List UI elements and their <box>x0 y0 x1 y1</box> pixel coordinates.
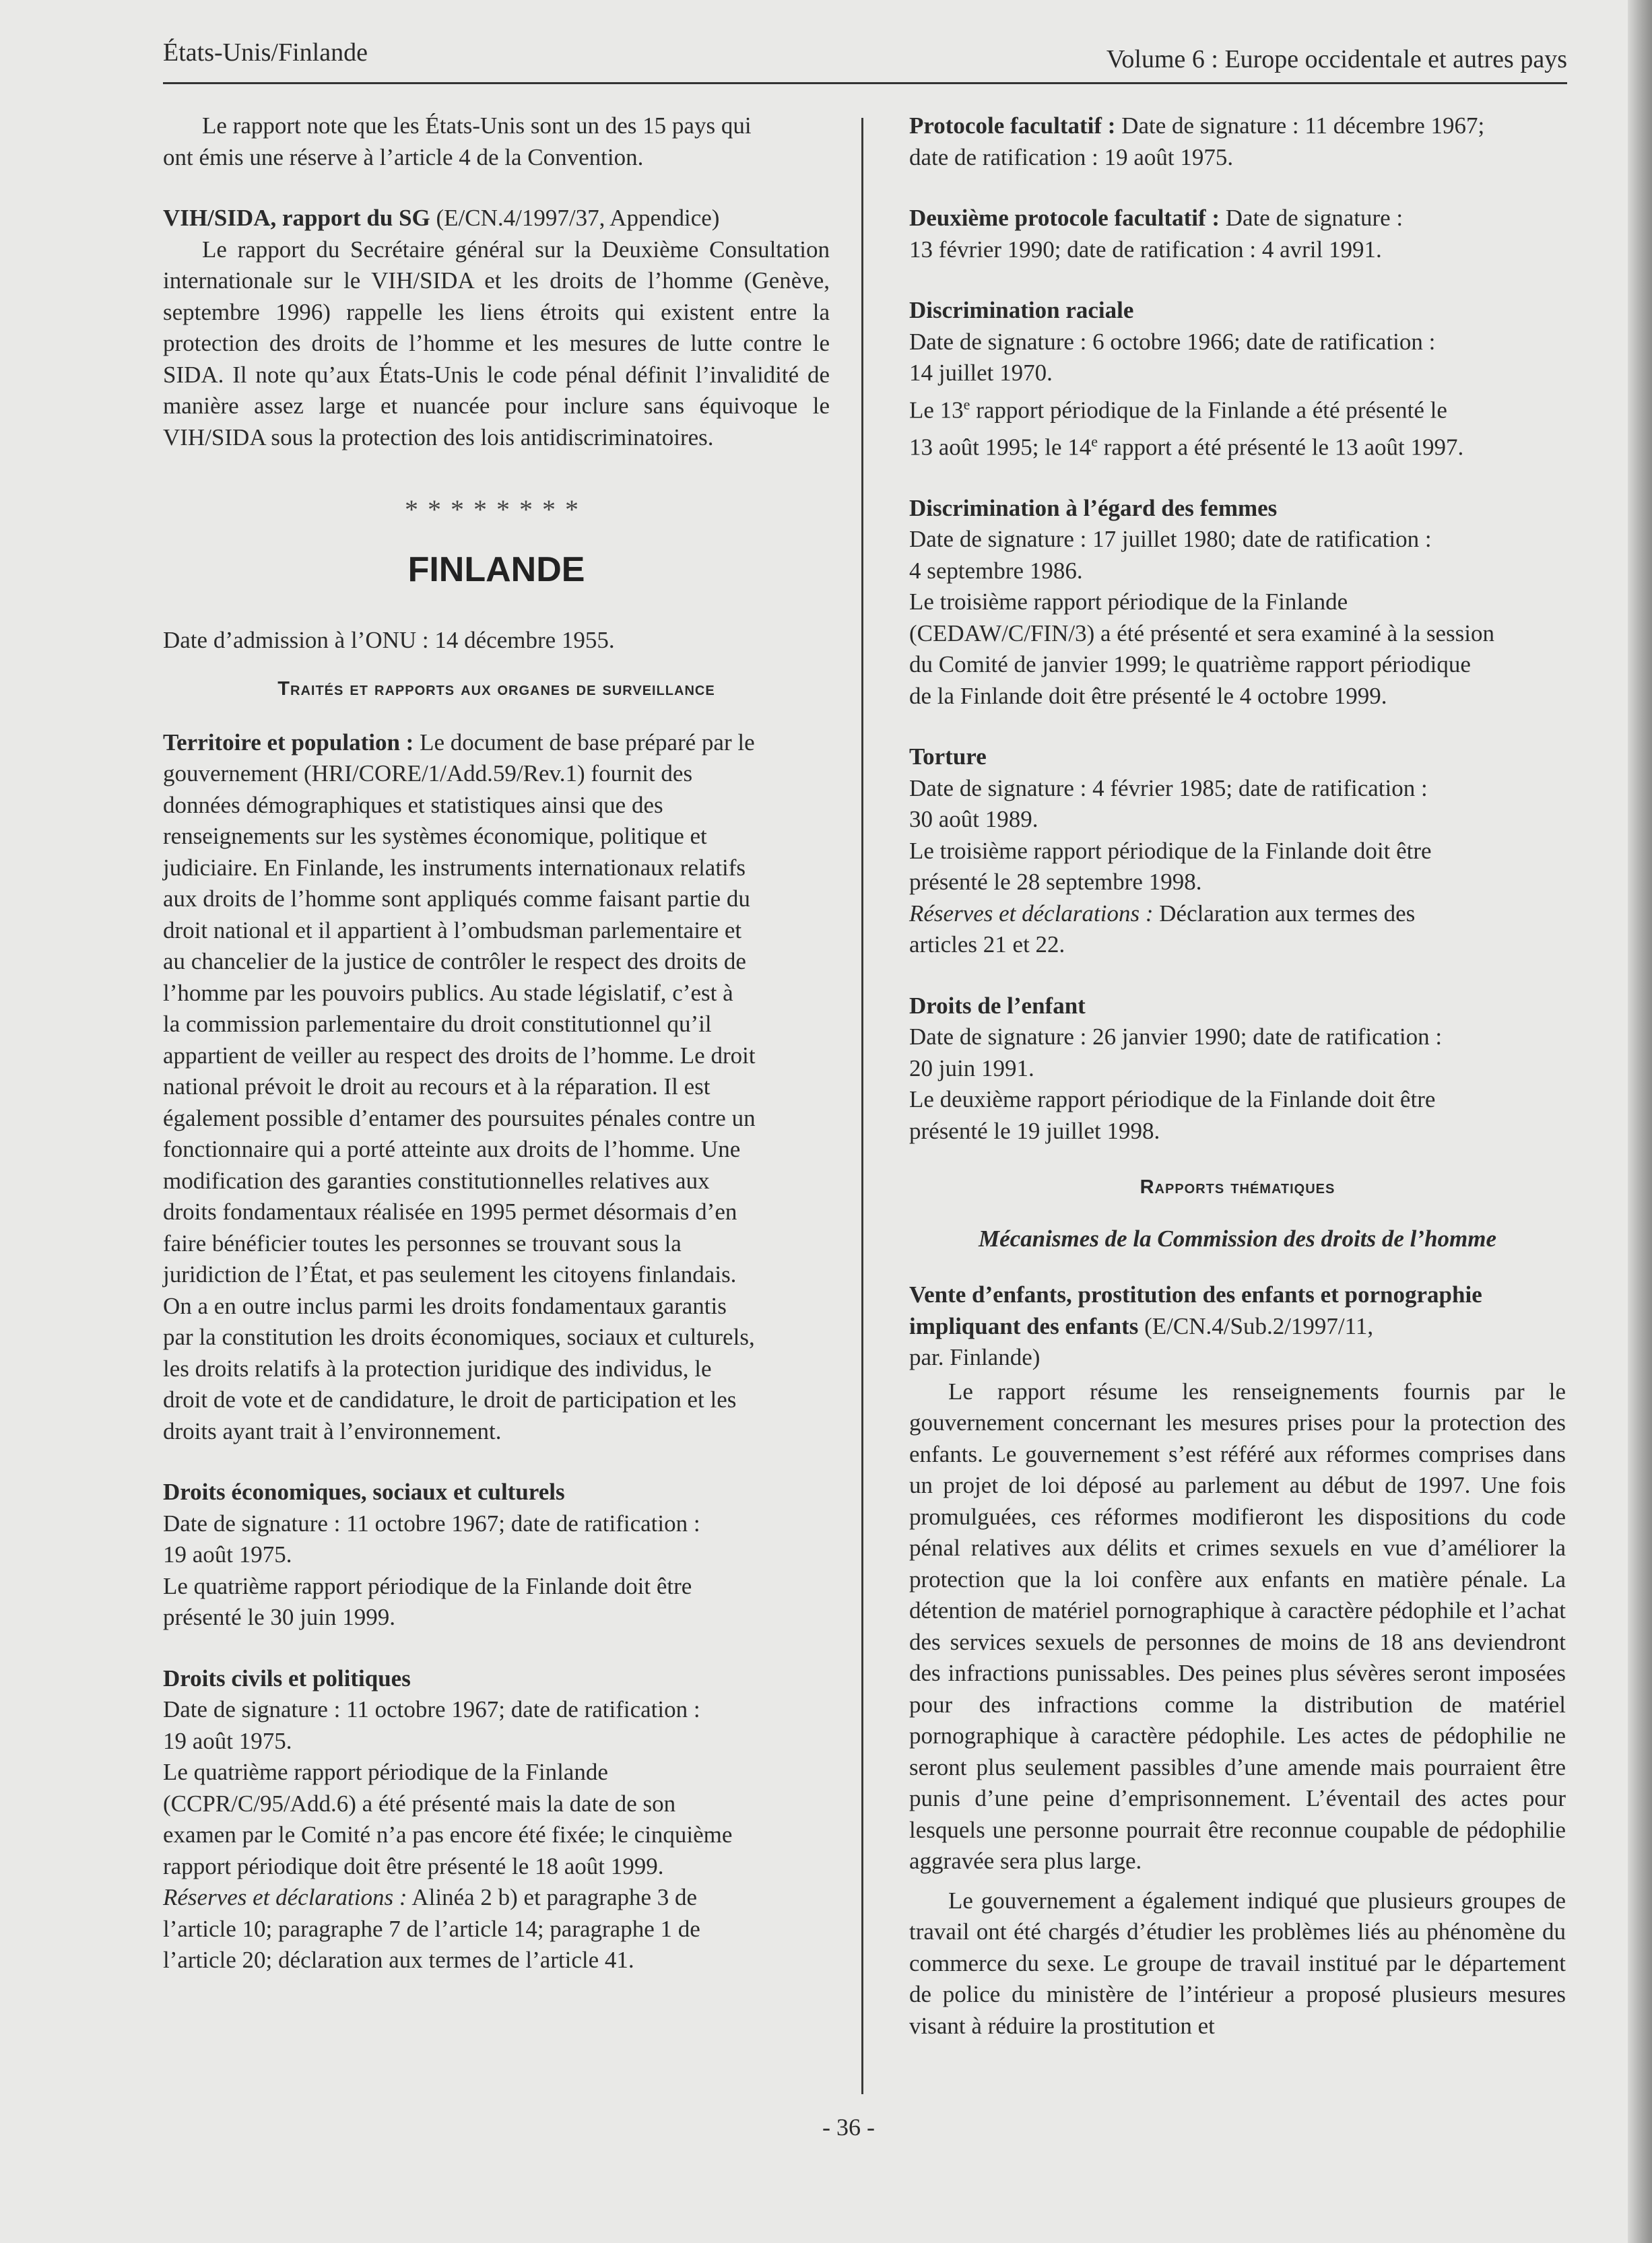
dcp-heading: Droits civils et politiques <box>163 1665 411 1692</box>
vih-title: VIH/SIDA, rapport du SG <box>163 205 430 231</box>
dcp-body: Date de signature : 11 octobre 1967; date de ratification : 19 août 1975. Le quatrième rapport périodique de la Finlande (CCPR/C/95/Add.6) a été présenté mais la date de son examen par le Comité n’a pas encore été fixée; le cinquième rapport périodique doit être présenté le 18 août 1999. Réserves et déclarations : Alinéa 2 b) et paragraphe 3 de l’article 10; paragraphe 7 de l’article 14; paragraphe 1 de l’article 20; déclaration aux termes de l’article 41. <box>163 1696 733 1973</box>
section-heading-thematiques: Rapports thématiques <box>1139 1176 1335 1199</box>
dfem-body: Date de signature : 17 juillet 1980; date de ratification : 4 septembre 1986. Le troisième rapport périodique de la Finlande (CEDAW/C/FIN/3) a été présenté et sera examiné à la session du Comité de janvier 1999; le quatrième rapport périodique de la Finlande doit être présenté le 4 octobre 1999. <box>909 526 1494 709</box>
reserve-paragraph: Le rapport note que les États-Unis sont un des 15 pays qui ont émis une réserve à l’article 4 de la Convention. <box>163 112 752 170</box>
page-header <box>163 35 1567 84</box>
vente-paragraph-2: Le gouvernement a également indiqué que plusieurs groupes de travail ont été chargés d’étudier les problèmes liés au phénomène du commerce du sexe. Le groupe de travail institué par le département de police du ministère de l’intérieur a proposé plusieurs mesures visant à réduire la prostitution et <box>909 1887 1566 2039</box>
dcp-reserves-label: Réserves et déclarations : <box>163 1884 407 1910</box>
admission-date: Date d’admission à l’ONU : 14 décembre 1955. <box>163 627 615 653</box>
vente-paragraph-1: Le rapport résume les renseignements fournis par le gouvernement concernant les mesures prises pour la protection des enfants. Le gouvernement s’est référé aux réformes comprises dans un projet de loi déposé au parlement au début de 1997. Une fois promulguées, ces réformes modifieront les dispositions du code pénal relatives aux délits et crimes sexuels en vue d’améliorer la protection que la loi confère aux enfants en matière pénale. La détention de matériel pornographique à caractère pédophile et l’achat des services sexuels de personnes de moins de 18 ans deviendront des infractions punissables. Des peines plus sévères seront imposées pour des infractions comme la distribution de matériel pornographique à caractère pédophile. Les actes de pédophilie ne seront plus seulement passibles d’une amende mais pourraient être punis d’une peine d’emprisonnement. L’éventail des actes pour lesquels une personne pourrait être reconnue coupable de pédophilie aggravée sera plus large. <box>909 1378 1566 1875</box>
dfem-heading: Discrimination à l’égard des femmes <box>909 494 1278 521</box>
enfant-body: Date de signature : 26 janvier 1990; date de ratification : 20 juin 1991. Le deuxième rapport périodique de la Finlande doit être présenté le 19 juillet 1998. <box>909 1024 1443 1144</box>
page-edge-shadow <box>1628 0 1652 2243</box>
vih-paragraph: Le rapport du Secrétaire général sur la Deuxième Consultation internationale sur le VIH/SIDA et les droits de l’homme (Genève, septembre 1996) rappelle les liens étroits qui existent entre la protection des droits de l’homme et les mesures de lutte contre le SIDA. Il note qu’aux États-Unis le code pénal définit l’invalidité de manière assez large et nuancée pour inclure sans équivoque le VIH/SIDA sous la protection des lois antidiscriminatoires. <box>163 236 830 450</box>
right-column <box>909 110 1566 2042</box>
column-divider <box>861 118 863 2094</box>
section-separator-stars: ******** <box>405 494 588 525</box>
section-subheading-mecanismes: Mécanismes de la Commission des droits de l’homme <box>978 1226 1497 1252</box>
running-header-right: Volume 6 : Europe occidentale et autres pays <box>1106 45 1567 73</box>
running-header-left: États-Unis/Finlande <box>163 38 368 67</box>
desc-heading: Droits économiques, sociaux et culturels <box>163 1479 565 1505</box>
torture-heading: Torture <box>909 743 987 770</box>
territoire-paragraph: Territoire et population : Le document de base préparé par le gouvernement (HRI/CORE/1/Add.59/Rev.1) fournit des données démographiques et statistiques ainsi que des renseignements sur les systèmes économique, politique et judiciaire. En Finlande, les instruments internationaux relatifs aux droits de l’homme sont appliqués comme faisant partie du droit national et il appartient à l’ombudsman parlementaire et au chancelier de la justice de contrôler le respect des droits de l’homme par les pouvoirs publics. Au stade législatif, c’est à la commission parlementaire du droit constitutionnel qu’il appartient de veiller au respect des droits de l’homme. Le droit national prévoit le droit au recours et à la réparation. Il est également possible d’entamer des poursuites pénales contre un fonctionnaire qui a porté atteinte aux droits de l’homme. Une modification des garanties constitutionnelles relatives aux droits fondamentaux réalisée en 1995 permet désormais d’en faire bénéficier toutes les personnes se trouvant sous la juridiction de l’État, et pas seulement les citoyens finlandais. On a en outre inclus parmi les droits fondamentaux garantis par la constitution les droits économiques, sociaux et culturels, les droits relatifs à la protection juridique des individus, le droit de vote et de candidature, le droit de participation et les droits ayant trait à l’environnement. <box>163 729 756 1444</box>
desc-body: Date de signature : 11 octobre 1967; date de ratification : 19 août 1975. Le quatrième rapport périodique de la Finlande doit être présenté le 30 juin 1999. <box>163 1510 700 1630</box>
enfant-heading: Droits de l’enfant <box>909 992 1086 1019</box>
vih-reference: (E/CN.4/1997/37, Appendice) <box>430 205 720 231</box>
protocole-facultatif: Protocole facultatif : Date de signature : 11 décembre 1967; date de ratification : 19 août 1975. <box>909 112 1485 170</box>
dr-heading: Discrimination raciale <box>909 297 1134 323</box>
section-heading-traites: Traités et rapports aux organes de surveillance <box>277 677 715 700</box>
torture-body: Date de signature : 4 février 1985; date de ratification : 30 août 1989. Le troisième rapport périodique de la Finlande doit être présenté le 28 septembre 1998. Réserves et déclarations : Déclaration aux termes des articles 21 et 22. <box>909 774 1432 958</box>
country-title: FINLANDE <box>407 550 585 589</box>
page-number: - 36 - <box>822 2114 875 2141</box>
left-column <box>163 110 830 1976</box>
vente-heading: Vente d’enfants, prostitution des enfants et pornographie impliquant des enfants (E/CN.4/Sub.2/1997/11, par. Finlande) <box>909 1281 1482 1371</box>
deuxieme-protocole: Deuxième protocole facultatif : Date de signature : 13 février 1990; date de ratification : 4 avril 1991. <box>909 205 1403 263</box>
territoire-title: Territoire et population : <box>163 729 414 756</box>
vih-heading <box>163 203 830 234</box>
dr-body: Date de signature : 6 octobre 1966; date de ratification : 14 juillet 1970. Le 13e rapport périodique de la Finlande a été présenté le 13 août 1995; le 14e rapport a été présenté le 13 août 1997. <box>909 328 1464 461</box>
